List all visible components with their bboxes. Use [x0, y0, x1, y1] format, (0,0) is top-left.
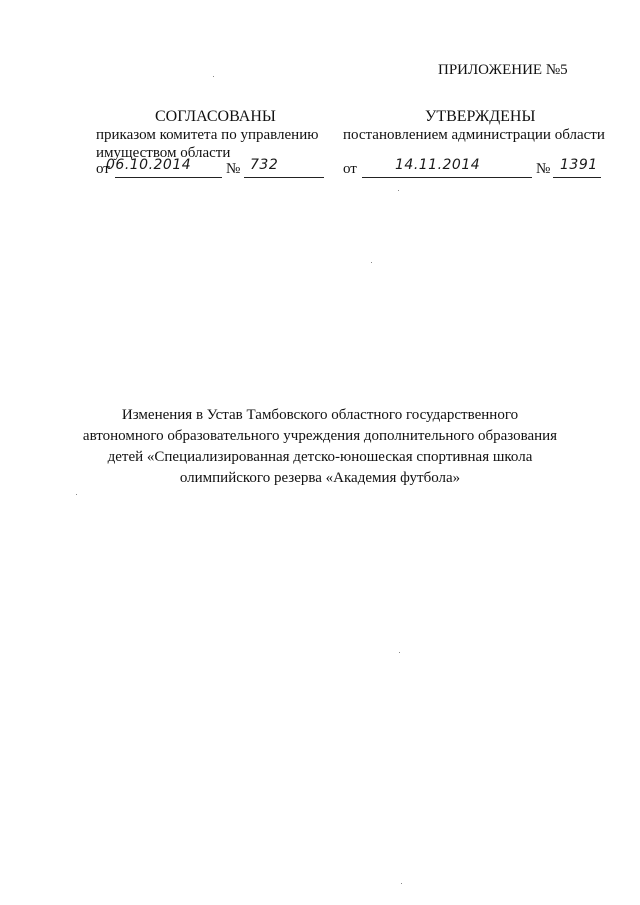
agreed-authority-line-1: приказом комитета по управлению: [96, 127, 319, 143]
subject-line: Изменения в Устав Тамбовского областного государственного: [121, 407, 519, 423]
scan-speck: [398, 190, 399, 191]
scan-speck: [371, 262, 372, 263]
appendix-number: ПРИЛОЖЕНИЕ №5: [438, 62, 568, 78]
subject-line: детей «Специализированная детско-юношеская спортивная школа: [107, 449, 533, 465]
document-subject: [0, 405, 640, 489]
subject-line: автономного образовательного учреждения дополнительного образования: [82, 428, 558, 444]
scan-speck: [399, 652, 400, 653]
approved-authority-line: постановлением администрации области: [343, 127, 605, 143]
approved-number-handwritten: 1391: [560, 157, 598, 173]
agreed-from-label: от: [96, 161, 110, 177]
agreed-number-handwritten: 732: [250, 157, 279, 173]
approved-date-handwritten: 14.11.2014: [395, 157, 481, 173]
scan-speck: [76, 494, 77, 495]
approved-from-label: от: [343, 161, 357, 177]
agreed-title: СОГЛАСОВАНЫ: [155, 108, 276, 125]
approved-number-label: №: [536, 161, 551, 177]
agreed-number-label: №: [226, 161, 241, 177]
subject-line: олимпийского резерва «Академия футбола»: [179, 470, 461, 486]
scan-speck: [213, 76, 214, 77]
approved-title: УТВЕРЖДЕНЫ: [425, 108, 536, 125]
agreed-authority-line-2: имуществом области: [96, 145, 231, 161]
agreed-date-handwritten: 06.10.2014: [106, 157, 192, 173]
scan-speck: [401, 883, 402, 884]
